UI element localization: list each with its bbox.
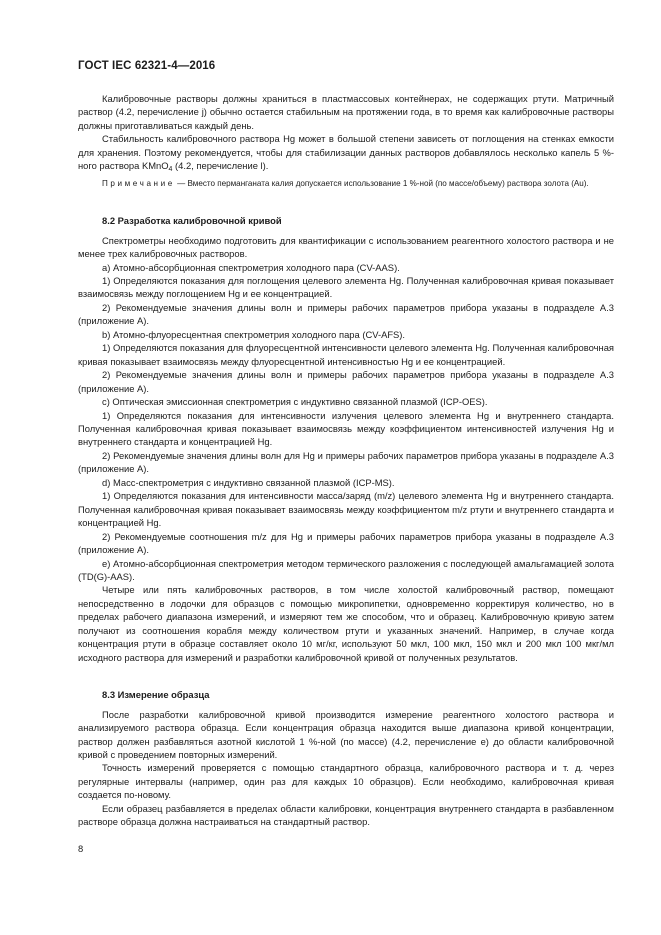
paragraph: c) Оптическая эмиссионная спектрометрия с индуктивно связанной плазмой (ICP-OES). [102, 396, 488, 408]
page-body [78, 92, 614, 829]
note-label: Примечание [102, 178, 175, 188]
intro-paragraph-2: Стабильность калибровочного раствора Hg может в большой степени зависеть от поглощения на стенках емкости для хранения. Поэтому рекомендуется, чтобы для стабилизации данных растворов добавлялось несколько капель 5 %-ного раствора KMnO$_4$ (4.2, перечисление l). [78, 133, 614, 174]
paragraph: a) Атомно-абсорбционная спектрометрия холодного пара (CV-AAS). [102, 261, 400, 273]
section-8-2-body [78, 234, 614, 665]
paragraph: b) Атомно-флуоресцентная спектрометрия холодного пара (CV-AFS). [102, 328, 406, 340]
paragraph: 1) Определяются показания для поглощения целевого элемента Hg. Полученная калибровочная кривая показывает взаимосвязь между поглощением Hg и ее концентрацией. [78, 275, 614, 300]
note-text: — Вместо перманганата калия допускается использование 1 %-ной (по массе/объему) раствора золота (Au). [174, 178, 589, 188]
paragraph: 2) Рекомендуемые значения длины волн и примеры рабочих параметров прибора указаны в подразделе A.3 (приложение A). [78, 369, 614, 394]
paragraph: После разработки калибровочной кривой производится измерение реагентного холостого раствора и анализируемого раствора образца. Если концентрация образца находится выше диапазона кривой концентрации, раствор должен разбавляться азотной кислотой 1 %-ной (по массе) (4.2, перечисление е) до области калибровочной кривой с проведением повторных измерений. [78, 708, 614, 760]
paragraph: 2) Рекомендуемые соотношения m/z для Hg и примеры рабочих параметров прибора указаны в подразделе A.3 (приложение A). [78, 530, 614, 556]
paragraph: 2) Рекомендуемые значения длины волн для Hg и примеры рабочих параметров прибора указаны в подразделе A.3 (приложение A). [78, 449, 614, 475]
paragraph: Спектрометры необходимо подготовить для квантификации с использованием реагентного холостого раствора и не менее трех калибровочных растворов. [78, 234, 614, 260]
paragraph: d) Масс-спектрометрия с индуктивно связанной плазмой (ICP-MS). [102, 476, 395, 488]
section-8-3-body [78, 708, 614, 829]
section-8-3-heading: 8.3 Измерение образца [102, 689, 210, 701]
paragraph: 2) Рекомендуемые значения длины волн и примеры рабочих параметров прибора указаны в подразделе A.3 (приложение A). [78, 301, 614, 327]
note [78, 178, 614, 191]
document-header: ГОСТ IEC 62321-4—2016 [78, 60, 216, 72]
page-number: 8 [78, 843, 84, 854]
paragraph: 1) Определяются показания для интенсивности масса/заряд (m/z) целевого элемента Hg и внутреннего стандарта. Полученная калибровочная кривая показывает взаимосвязь между коэффициентом m/z ртути и внутреннего стандарта и концентрацией Hg. [78, 490, 614, 529]
paragraph: Четыре или пять калибровочных растворов, в том числе холостой калибровочный раствор, помещают непосредственно в лодочки для образцов с помощью микропипетки, одновременно корректируя количество, но в пределах рабочего диапазона измерений, и измеряют тем же способом, что и образец. Калибровочную кривую затем получают из соотношения корабля между количеством ртути и указанных значений. Например, в случае когда концентрация ртути в образце составляет около 10 мг/кг, используют 50 мкл, 100 мкл, 150 мкл и 200 мкл 100 мкг/мл исходного раствора для измерений и разработки калибровочной кривой от полученных результатов. [78, 584, 614, 663]
paragraph: Точность измерений проверяется с помощью стандартного образца, калибровочного раствора и т. д. через регулярные интервалы (например, один раз для каждых 10 образцов). Если необходимо, калибровочная кривая создается по-новому. [78, 762, 614, 801]
paragraph: Если образец разбавляется в пределах области калибровки, концентрация внутреннего стандарта в разбавленном растворе образца должна настраиваться на стандартный раствор. [78, 802, 614, 828]
paragraph: 1) Определяются показания для флуоресцентной интенсивности целевого элемента Hg. Полученная калибровочная кривая показывает взаимосвязь между флуоресцентной интенсивностью Hg и ее концентрацией. [78, 342, 614, 367]
paragraph: 1) Определяются показания для интенсивности излучения целевого элемента Hg и внутреннего стандарта. Полученная калибровочная кривая показывает взаимосвязь между коэффициентом интенсивностей излучения Hg и внутреннего стандарта и концентрацией Hg. [78, 409, 614, 448]
paragraph: e) Атомно-абсорбционная спектрометрия методом термического разложения с последующей амальгамацией золота (TD(G)-AAS). [78, 557, 614, 582]
intro-paragraph-1: Калибровочные растворы должны храниться в пластмассовых контейнерах, не содержащих ртути. Матричный раствор (4.2, перечисление j) обычно остается стабильным на протяжении года, в то время как калибровочные растворы должны приготавливаться каждый день. [78, 93, 614, 131]
section-8-2-heading: 8.2 Разработка калибровочной кривой [102, 215, 282, 227]
